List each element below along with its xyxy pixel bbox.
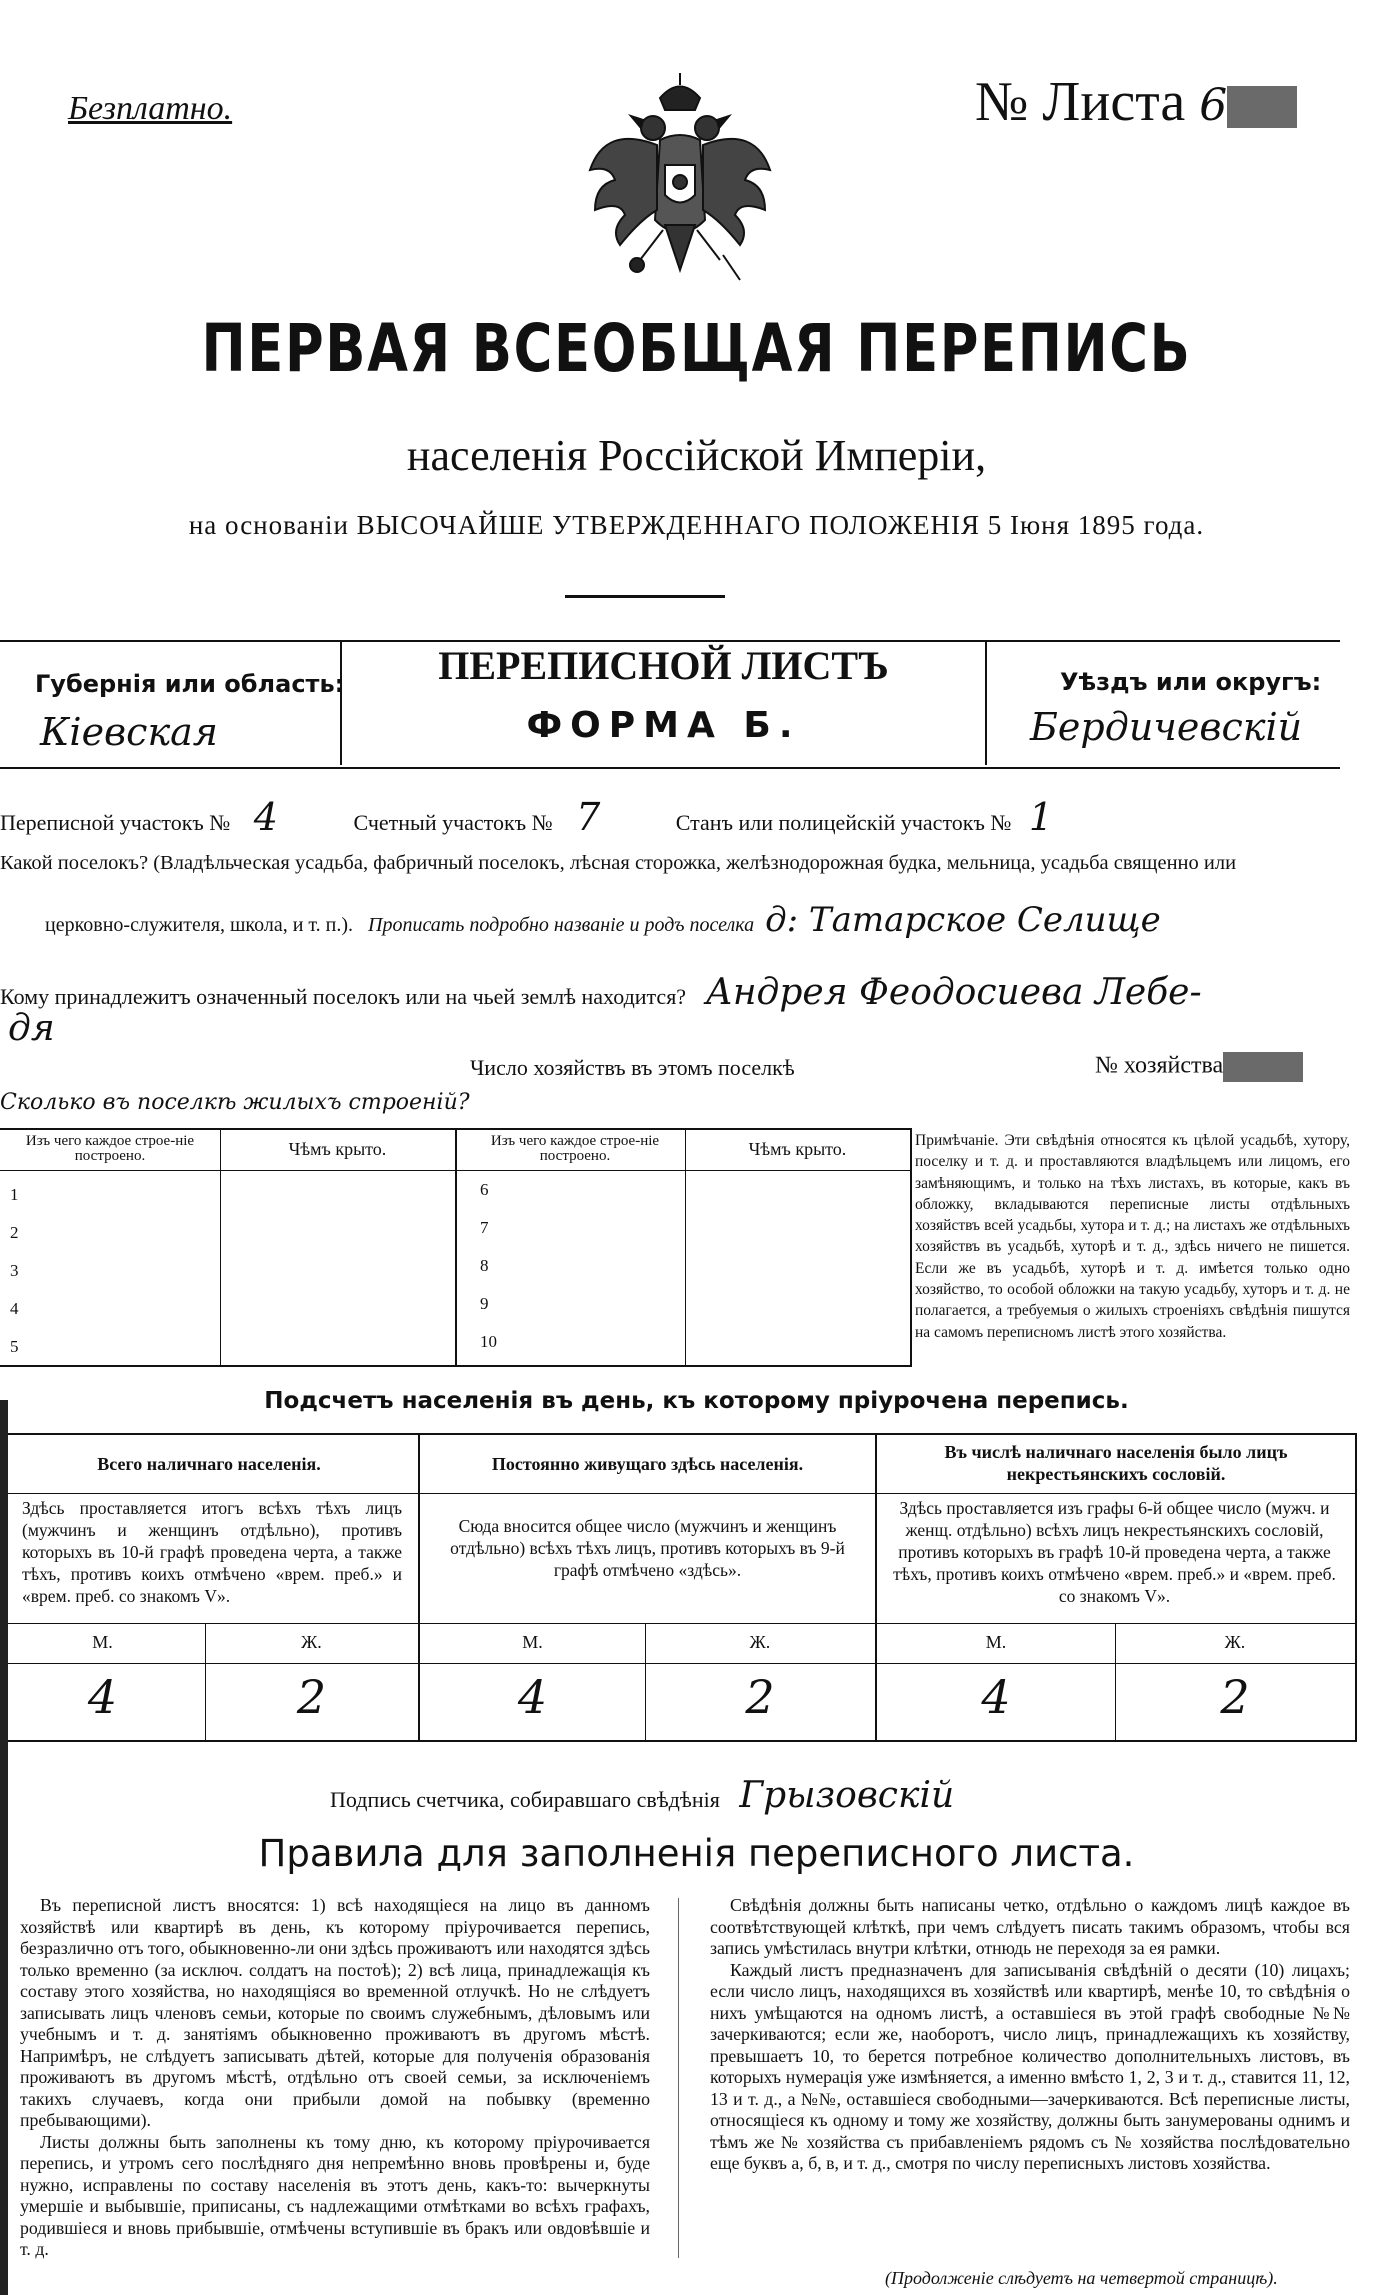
table-row: 7 — [480, 1218, 489, 1237]
nonpeasant-female-value[interactable]: 2 — [1220, 1670, 1250, 1724]
page-title: ПЕРВАЯ ВСЕОБЩАЯ ПЕРЕПИСЬ — [201, 310, 1192, 387]
female-header: Ж. — [749, 1632, 771, 1652]
nonpeasant-male-value[interactable]: 4 — [981, 1670, 1011, 1724]
count-column-permanent-desc: Сюда вносится общее число (мужчинъ и женщинъ отдѣльно) всѣхъ тѣхъ лицъ, противъ которыхъ въ 9-й графѣ отмѣчено «здѣсь». — [450, 1516, 845, 1580]
table-row: 3 — [10, 1261, 19, 1280]
table-row: 10 — [480, 1332, 497, 1351]
column-header-roof: Чѣмъ крыто. — [748, 1139, 847, 1159]
male-header: М. — [522, 1632, 543, 1652]
settlement-instruction: Прописать подробно названіе и родъ поселка — [368, 914, 755, 936]
count-column-total-head: Всего наличнаго населенія. — [97, 1454, 321, 1474]
owner-value-continued[interactable]: дя — [8, 1008, 55, 1049]
legal-basis-line: на основаніи ВЫСОЧАЙШЕ УТВЕРЖДЕННАГО ПОЛОЖЕНІЯ 5 Іюня 1895 года. — [188, 510, 1205, 540]
form-title: ПЕРЕПИСНОЙ ЛИСТЪ — [438, 643, 889, 688]
table-row: 1 — [10, 1185, 19, 1204]
female-header: Ж. — [301, 1632, 322, 1652]
table-row: 8 — [480, 1256, 489, 1275]
table-row: 9 — [480, 1294, 489, 1313]
household-number-label: № хозяйства — [1095, 1052, 1224, 1079]
male-header: М. — [92, 1632, 113, 1652]
sheet-number-value: 6 — [1199, 80, 1228, 131]
column-header-roof: Чѣмъ крыто. — [288, 1139, 387, 1159]
rules-paragraph: Листы должны быть заполнены къ тому дню, къ которому пріурочивается перепись, и утромъ сего послѣдняго дня непремѣнно вновь провѣрены и, буде нужно, исправлены по составу населенія въ этотъ день, какъ-то: вычеркнуты умершіе и выбывшіе, приписаны, съ надлежащими отмѣтками во всѣхъ графахъ, родившіеся и вновь прибывшіе, отмѣчены вступившіе въ бракъ или овдовѣвшіе и т. д. — [20, 2131, 650, 2259]
continued-note: (Продолженіе слѣдуетъ на четвертой страницѣ). — [885, 2268, 1278, 2288]
signature-value[interactable]: Грызовскій — [739, 1775, 955, 1816]
total-female-value[interactable]: 2 — [296, 1670, 327, 1724]
census-district-value[interactable]: 4 — [253, 795, 278, 839]
settlement-value[interactable]: д: Татарское Селище — [765, 900, 1161, 940]
rules-paragraph: Свѣдѣнія должны быть написаны четко, отдѣльно о каждомъ лицѣ каждое въ соотвѣтствующей клѣткѣ, при чемъ слѣдуетъ писать такимъ образомъ, чтобы вся запись умѣстилась внутри клѣтки, отнюдь не переходя за ея рамки. — [710, 1895, 1350, 1958]
redaction-mark — [1223, 1052, 1303, 1082]
form-letter: ФОРМА Б. — [526, 705, 801, 746]
table-row: 6 — [480, 1180, 489, 1199]
redaction-mark — [1227, 86, 1297, 128]
households-label: Число хозяйствъ въ этомъ поселкѣ — [470, 1055, 795, 1080]
owner-question: Кому принадлежитъ означенный поселокъ или на чьей землѣ находится? — [0, 984, 687, 1009]
note-text: Примѣчаніе. Эти свѣдѣнія относятся къ цѣлой усадьбѣ, хутору, поселку и т. д. и проставляются владѣльцемъ или лицомъ, его замѣняющимъ, и только на тѣхъ листахъ, въ которые, какъ въ обложку, вкладываются переписные листы отдѣльныхъ хозяйствъ всей усадьбы, хутора и т. д.; на листахъ же отдѣльныхъ хозяйствъ въ усадьбѣ, хуторѣ и т. д., здѣсь ничего не пишется. Если же въ усадьбѣ, хуторѣ и т. д. имѣется только одно хозяйство, то особой обложки на такую усадьбу, хуторъ и т. д. не полагается, а требуемыя о жилыхъ строеніяхъ свѣдѣнія пишутся на самомъ переписномъ листѣ этого хозяйства. — [915, 1132, 1350, 1341]
male-header: М. — [985, 1632, 1007, 1652]
count-title: Подсчетъ населенія въ день, къ которому пріурочена перепись. — [264, 1388, 1129, 1414]
divider — [678, 1898, 679, 2258]
permanent-male-value[interactable]: 4 — [517, 1670, 548, 1724]
count-column-total-desc: Здѣсь проставляется итогъ всѣхъ тѣхъ лицъ (мужчинъ и женщинъ отдѣльно), противъ которыхъ въ 10-й графѣ проведена черта, а также тѣхъ, противъ коихъ отмѣчено «врем. преб.» и «врем. преб. со знакомъ V». — [22, 1498, 402, 1606]
sheet-number-label: № Листа — [975, 71, 1186, 133]
table-row: 2 — [10, 1223, 19, 1242]
gubernia-value[interactable]: Кіевская — [40, 710, 218, 754]
households-line — [470, 1055, 795, 1081]
buildings-label: Сколько въ поселкѣ жилыхъ строеній? — [0, 1090, 470, 1115]
female-header: Ж. — [1224, 1632, 1246, 1652]
owner-value[interactable]: Андрея Феодосиева Лебе- — [705, 972, 1202, 1013]
owner-line — [0, 972, 1202, 1013]
rules-paragraph: Въ переписной листъ вносятся: 1) всѣ находящіеся на лицо въ данномъ хозяйствѣ или квартирѣ въ день, къ которому пріурочивается перепись, безразлично отъ того, обыкновенно-ли они здѣсь проживаютъ или находятся здѣсь только временно (за исключ. солдатъ на постоѣ); 2) всѣ лица, принадлежащія къ составу этого хозяйства, но находящіяся во временной отлучкѣ. Но не слѣдуетъ записывать лицъ членовъ семьи, которые по своимъ служебнымъ, дѣловымъ или учебнымъ и т. д. занятіямъ обыкновенно проживаютъ въ другомъ мѣстѣ. Напримѣръ, не слѣдуетъ записывать дѣтей, которые для полученія образованія проживаютъ въ другомъ мѣстѣ, отдѣльно отъ своей семьи, за исключеніемъ такихъ случаевъ, когда они прибыли домой на побывку (временно пребывающими). — [20, 1895, 650, 2130]
signature-line — [330, 1775, 954, 1816]
rules-left-column — [20, 1895, 650, 2261]
column-header-material: Изъ чего каждое строе-ніе построено. — [25, 1133, 195, 1164]
settlement-examples-2: церковно-служителя, школа, и т. п.). — [45, 914, 353, 936]
sheet-number — [975, 70, 1297, 134]
divider — [985, 640, 987, 765]
table-row: 4 — [10, 1299, 19, 1318]
scan-edge — [0, 1400, 8, 2295]
page-subtitle: населенія Россійской Имперіи, — [406, 431, 987, 480]
gubernia-label: Губернія или область: — [35, 670, 345, 698]
rules-right-column — [710, 1895, 1350, 2175]
uezd-label: Уѣздъ или округъ: — [1060, 668, 1322, 696]
uezd-value[interactable]: Бердичевскій — [1030, 705, 1303, 749]
settlement-line — [0, 852, 1236, 875]
rules-title: Правила для заполненія переписного листа. — [258, 1832, 1135, 1875]
count-column-nonpeasant-desc: Здѣсь проставляется изъ графы 6-й общее число (мужч. и женщ. отдѣльно) всѣхъ лицъ некрестьянскихъ сословій, противъ которыхъ въ графѣ 10-й проведена черта, а также тѣхъ, противъ коихъ отмѣчено «врем. преб.» и «врем. преб. со знакомъ V». — [893, 1498, 1336, 1606]
column-header-material: Изъ чего каждое строе-ніе построено. — [490, 1133, 660, 1164]
total-male-value[interactable]: 4 — [87, 1670, 118, 1724]
district-line — [0, 795, 1053, 839]
settlement-question: Какой поселокъ? — [0, 852, 149, 874]
permanent-female-value[interactable]: 2 — [745, 1670, 775, 1724]
stan-value[interactable]: 1 — [1028, 795, 1054, 839]
settlement-line-2 — [45, 900, 1161, 940]
count-column-nonpeasant-head: Въ числѣ наличнаго населенія было лицъ некрестьянскихъ сословій. — [944, 1442, 1288, 1484]
settlement-examples: (Владѣльческая усадьба, фабричный поселокъ, лѣсная сторожка, желѣзнодорожная будка, мельница, усадьба священно или — [153, 852, 1237, 874]
double-headed-eagle-emblem — [565, 70, 795, 300]
free-label: Безплатно. — [68, 90, 233, 127]
signature-label: Подпись счетчика, собиравшаго свѣдѣнія — [330, 1787, 720, 1812]
counting-district-label: Счетный участокъ № — [353, 810, 553, 835]
buildings-table — [0, 1128, 912, 1367]
household-number — [1095, 1052, 1303, 1082]
table-row: 5 — [10, 1337, 19, 1356]
stan-label: Станъ или полицейскій участокъ № — [675, 810, 1012, 835]
divider — [565, 595, 725, 598]
count-column-permanent-head: Постоянно живущаго здѣсь населенія. — [491, 1454, 804, 1474]
census-district-label: Переписной участокъ № — [0, 810, 231, 835]
counting-district-value[interactable]: 7 — [576, 795, 601, 839]
population-count-table — [0, 1433, 1357, 1742]
rules-paragraph: Каждый листъ предназначенъ для записыванія свѣдѣній о десяти (10) лицахъ; если число лицъ, находящихся въ хозяйствѣ или квартирѣ, менѣе 10, то свѣдѣнія о нихъ умѣщаются на одномъ листѣ, а оставшіеся въ этой графѣ свободные №№ зачеркиваются; если же, наоборотъ, число лицъ, принадлежащихъ къ хозяйству, превышаетъ 10, то берется потребное количество дополнительныхъ листовъ, въ которыхъ нумерація уже измѣняется, а именно вмѣсто 1, 2, 3 и т. д., ставится 11, 12, 13 и т. д., а №№, оставшіеся свободными—зачеркиваются. Всѣ переписные листы, относящіеся къ одному и тому же хозяйству, должны быть занумерованы однимъ и тѣмъ же № хозяйства съ прибавленіемъ рядомъ съ № хозяйства послѣдовательно еще буквъ а, б, в, и т. д., смотря по числу переписныхъ листовъ хозяйства. — [710, 1959, 1350, 2173]
